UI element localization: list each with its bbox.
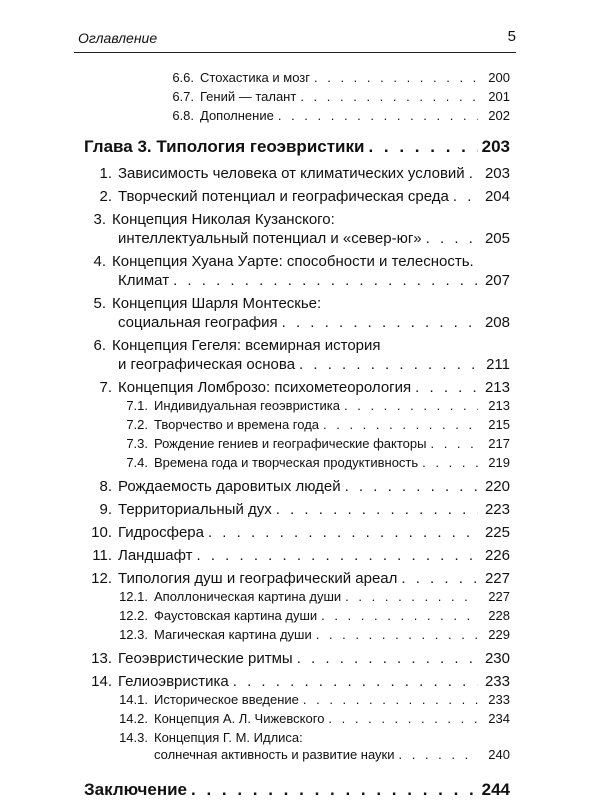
toc-entry-number: 12. (91, 570, 112, 587)
toc-section-entry[interactable] (84, 570, 510, 589)
toc-entry-page: 229 (488, 627, 510, 642)
toc-entry-title: Историческое введение (154, 692, 299, 707)
toc-entry-title: Фаустовская картина души (154, 608, 318, 623)
toc-entry-title: Рождение гениев и географические факторы (154, 436, 427, 451)
toc-entry-page: 227 (484, 570, 510, 587)
toc-entry-page: 234 (488, 711, 510, 726)
dot-leader (300, 89, 478, 104)
dot-leader (278, 108, 478, 123)
toc-entry-page: 226 (484, 547, 510, 564)
toc-entry-title: Творчество и времена года (154, 417, 320, 432)
toc-subsection-entry[interactable] (84, 711, 510, 730)
toc-entry-number: 2. (99, 188, 112, 205)
toc-entry-title: Гений — талант (200, 89, 297, 104)
toc-entry-number: 7.1. (126, 398, 148, 413)
toc-entry-title-line1: Концепция Николая Кузанского: (112, 211, 335, 228)
toc-entry-page: 204 (484, 188, 510, 205)
toc-entry-number: 1. (99, 165, 112, 182)
toc-entry-page: 207 (484, 272, 510, 289)
toc-entry-title: Рождаемость даровитых людей (118, 478, 341, 495)
dot-leader (316, 627, 478, 642)
dot-leader (314, 70, 478, 85)
running-header (74, 26, 516, 53)
toc-entry-title: и географическая основа (118, 356, 296, 373)
running-header-title: Оглавление (78, 30, 158, 46)
toc-entry-title: Магическая картина души (154, 627, 312, 642)
toc-entry-page: 213 (484, 379, 510, 396)
toc-chapter-entry[interactable] (84, 137, 510, 161)
toc-entry-page: 211 (486, 356, 510, 373)
toc-entry-title: социальная география (118, 314, 278, 331)
toc-section-entry[interactable] (84, 650, 510, 669)
toc-subsection-entry[interactable] (84, 730, 510, 766)
dot-leader (415, 379, 478, 396)
toc-entry-number: 9. (99, 501, 112, 518)
toc-entry-number: 6. (93, 337, 106, 354)
toc-entry-title-line1: Концепция Гегеля: всемирная история (112, 337, 381, 354)
toc-entry-title: Климат (118, 272, 170, 289)
dot-leader (303, 692, 478, 707)
toc-section-entry[interactable] (84, 478, 510, 497)
toc-section-entry[interactable] (84, 188, 510, 207)
dot-leader (208, 524, 478, 541)
toc-entry-page: 240 (488, 747, 510, 762)
toc-entry-page: 244 (481, 780, 510, 799)
dot-leader (399, 747, 478, 762)
toc-subsection-entry[interactable] (84, 89, 510, 108)
toc-entry-title: Стохастика и мозг (200, 70, 310, 85)
toc-entry-page: 203 (484, 165, 510, 182)
toc-section-entry[interactable] (84, 165, 510, 184)
toc-entry-page: 233 (484, 673, 510, 690)
toc-entry-page: 219 (488, 455, 510, 470)
toc-entry-title: солнечная активность и развитие науки (154, 747, 395, 762)
dot-leader (276, 501, 478, 518)
toc-entry-number: 14.1. (119, 692, 148, 707)
toc-entry-number: 7.4. (126, 455, 148, 470)
toc-section-entry[interactable] (84, 379, 510, 398)
table-of-contents (84, 70, 510, 804)
toc-entry-page: 223 (484, 501, 510, 518)
toc-entry-title: Концепция А. Л. Чижевского (154, 711, 325, 726)
toc-entry-number: 11. (92, 547, 112, 564)
dot-leader (328, 711, 478, 726)
toc-entry-number: 7. (99, 379, 112, 396)
toc-entry-number: 8. (99, 478, 112, 495)
toc-entry-number: 6.7. (172, 89, 194, 104)
toc-entry-number: 6.8. (172, 108, 194, 123)
toc-entry-page: 208 (484, 314, 510, 331)
toc-entry-title: Типология душ и географический ареал (118, 570, 398, 587)
toc-entry-title: Творческий потенциал и географическая среда (118, 188, 449, 205)
dot-leader (191, 780, 478, 800)
toc-chapter-entry[interactable] (84, 780, 510, 804)
toc-entry-number: 4. (93, 253, 106, 270)
toc-section-entry[interactable] (84, 547, 510, 566)
toc-entry-number: 3. (93, 211, 106, 228)
toc-entry-title-line1: Концепция Г. М. Идлиса: (154, 730, 303, 745)
toc-entry-page: 203 (481, 137, 510, 156)
toc-subsection-entry[interactable] (84, 417, 510, 436)
toc-entry-title: Концепция Ломброзо: психометеорология (118, 379, 412, 396)
toc-entry-title: интеллектуальный потенциал и «север-юг» (118, 230, 422, 247)
toc-entry-number: 12.3. (119, 627, 148, 642)
toc-entry-page: 217 (488, 436, 510, 451)
toc-entry-page: 202 (488, 108, 510, 123)
toc-entry-title: Гелиоэвристика (118, 673, 229, 690)
dot-leader (368, 137, 477, 157)
toc-entry-page: 205 (484, 230, 510, 247)
toc-entry-page: 228 (488, 608, 510, 623)
toc-subsection-entry[interactable] (84, 692, 510, 711)
dot-leader (430, 436, 478, 451)
toc-subsection-entry[interactable] (84, 627, 510, 646)
toc-entry-page: 201 (488, 89, 510, 104)
toc-entry-title: Территориальный дух (118, 501, 272, 518)
toc-entry-page: 200 (488, 70, 510, 85)
toc-entry-title: Ландшафт (118, 547, 193, 564)
toc-subsection-entry[interactable] (84, 436, 510, 455)
toc-entry-title: Гидросфера (118, 524, 204, 541)
toc-entry-title: Времена года и творческая продуктивность (154, 455, 419, 470)
toc-entry-title: Дополнение (200, 108, 274, 123)
toc-section-entry[interactable] (84, 295, 510, 333)
dot-leader (426, 230, 478, 247)
page-number: 5 (507, 28, 516, 45)
dot-leader (345, 478, 478, 495)
toc-entry-title: Зависимость человека от климатических условий (118, 165, 465, 182)
toc-subsection-entry[interactable] (84, 70, 510, 89)
dot-leader (344, 398, 478, 413)
dot-leader (453, 188, 478, 205)
toc-entry-title: Заключение (84, 780, 187, 799)
dot-leader (233, 673, 478, 690)
toc-entry-number: 6.6. (172, 70, 194, 85)
toc-entry-number: 12.1. (119, 589, 148, 604)
toc-entry-title-line1: Концепция Шарля Монтескье: (112, 295, 322, 312)
toc-entry-number: 14.3. (119, 730, 148, 745)
toc-section-entry[interactable] (84, 211, 510, 249)
toc-entry-page: 230 (484, 650, 510, 667)
dot-leader (282, 314, 478, 331)
toc-entry-number: 14. (91, 673, 112, 690)
dot-leader (321, 608, 478, 623)
toc-section-entry[interactable] (84, 524, 510, 543)
toc-subsection-entry[interactable] (84, 398, 510, 417)
toc-entry-page: 225 (484, 524, 510, 541)
dot-leader (173, 272, 478, 289)
toc-entry-number: 12.2. (119, 608, 148, 623)
toc-entry-page: 215 (488, 417, 510, 432)
toc-entry-page: 220 (484, 478, 510, 495)
toc-entry-number: 5. (93, 295, 106, 312)
toc-subsection-entry[interactable] (84, 108, 510, 127)
toc-entry-page: 213 (488, 398, 510, 413)
dot-leader (299, 356, 478, 373)
toc-entry-title: Глава 3. Типология геоэвристики (84, 137, 365, 156)
toc-entry-title: Аполлоническая картина души (154, 589, 342, 604)
dot-leader (323, 417, 478, 432)
toc-subsection-entry[interactable] (84, 608, 510, 627)
toc-subsection-entry[interactable] (84, 589, 510, 608)
toc-entry-number: 7.3. (126, 436, 148, 451)
dot-leader (469, 165, 478, 182)
toc-subsection-entry[interactable] (84, 455, 510, 474)
toc-entry-number: 7.2. (126, 417, 148, 432)
toc-entry-title: Индивидуальная геоэвристика (154, 398, 340, 413)
dot-leader (422, 455, 478, 470)
dot-leader (297, 650, 478, 667)
toc-entry-number: 14.2. (119, 711, 148, 726)
toc-entry-number: 13. (91, 650, 112, 667)
toc-section-entry[interactable] (84, 501, 510, 520)
toc-entry-page: 233 (488, 692, 510, 707)
dot-leader (401, 570, 478, 587)
dot-leader (345, 589, 478, 604)
toc-section-entry[interactable] (84, 337, 510, 375)
toc-entry-number: 10. (91, 524, 112, 541)
toc-section-entry[interactable] (84, 253, 510, 291)
dot-leader (196, 547, 478, 564)
toc-entry-title-line1: Концепция Хуана Уарте: способности и телесность. (112, 253, 474, 270)
toc-entry-title: Геоэвристические ритмы (118, 650, 293, 667)
toc-entry-page: 227 (488, 589, 510, 604)
toc-section-entry[interactable] (84, 673, 510, 692)
